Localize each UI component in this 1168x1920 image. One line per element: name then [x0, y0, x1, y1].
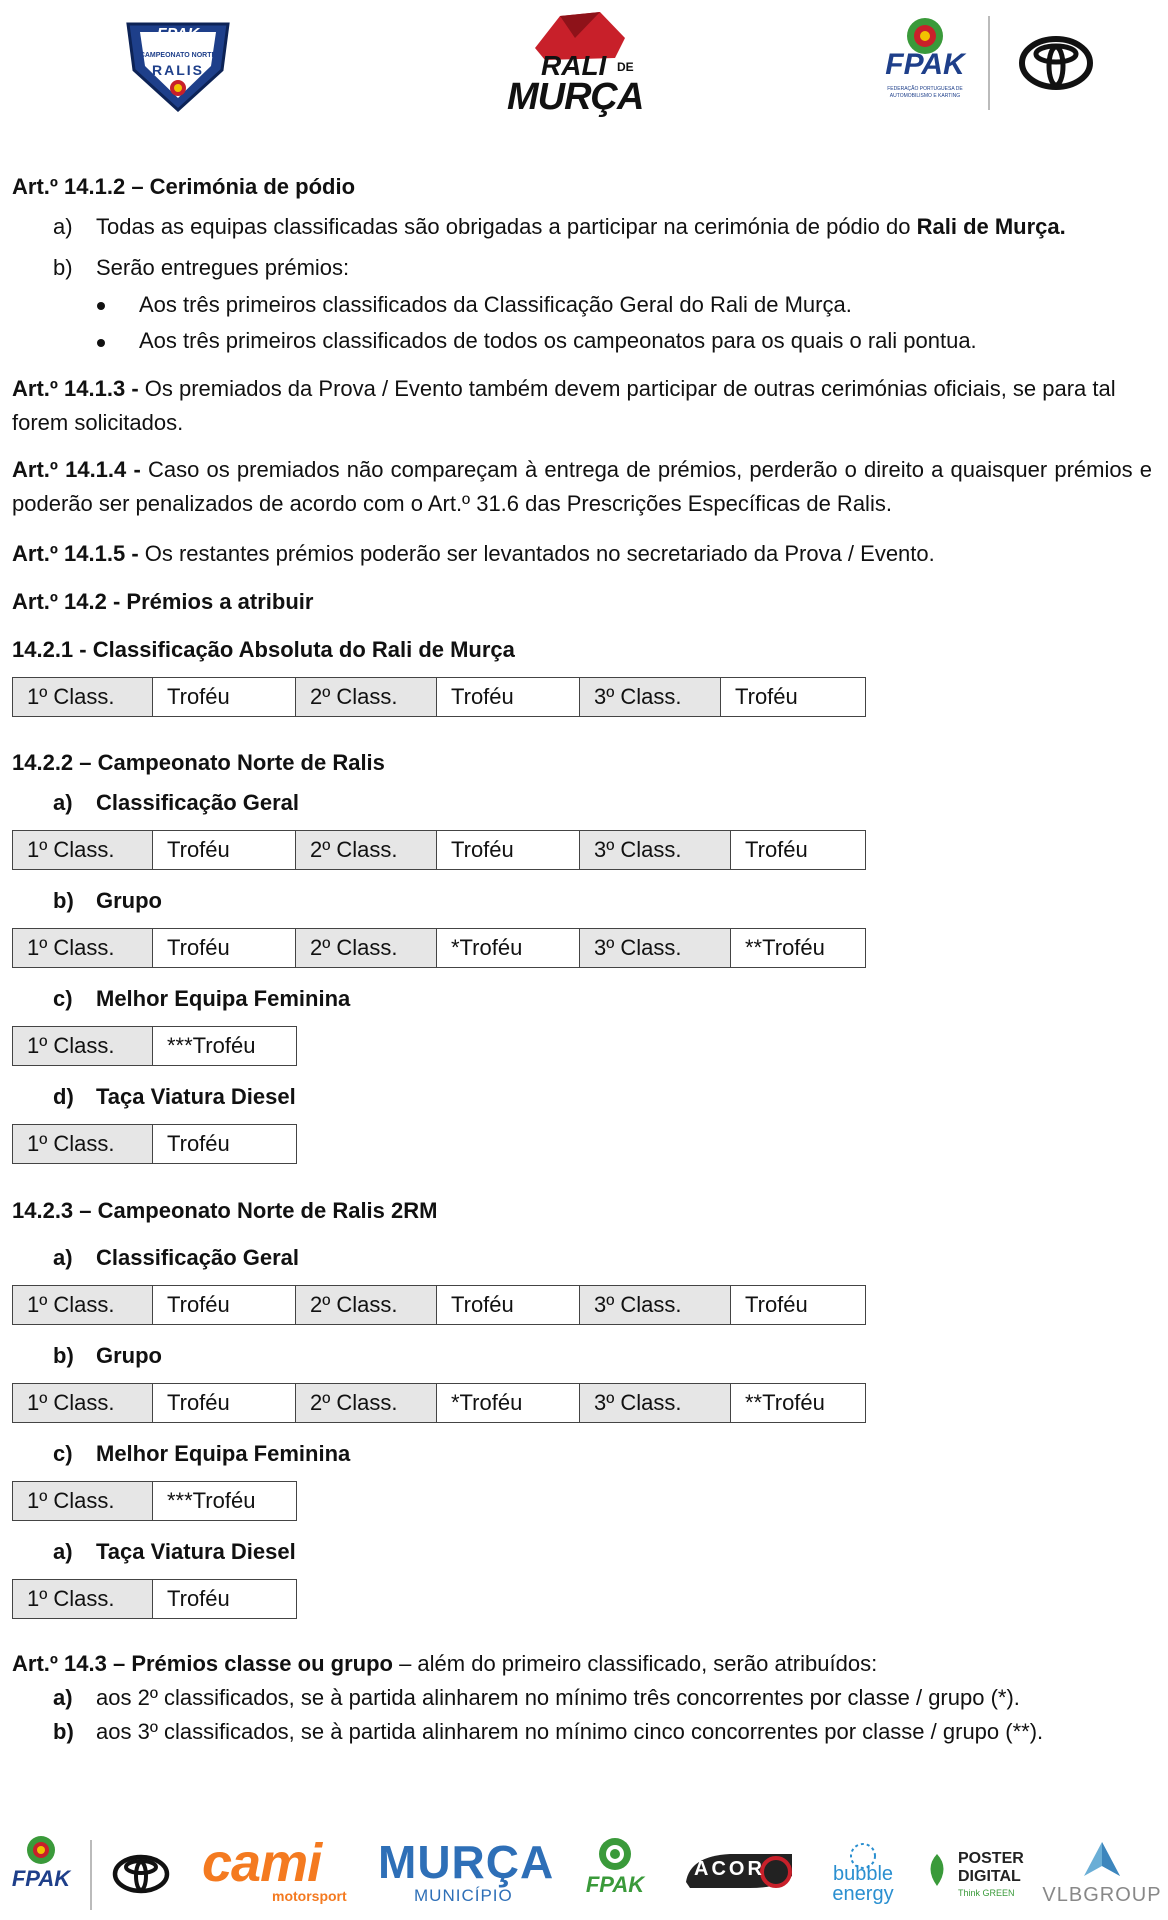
footer-murca-sub: MUNICÍPIO: [414, 1886, 513, 1905]
table-cell-value: Troféu: [436, 831, 579, 869]
art-14-1-4-text: Caso os premiados não compareçam à entrega de prémios, perderão o direito a quaisquer prémios e poderão ser penalizados de acordo com o Art.º 31.6 das Prescrições Específicas de Ralis.: [12, 457, 1153, 516]
art-14-3-b-marker: b): [53, 1719, 74, 1744]
table-cell-label: 2º Class.: [295, 678, 436, 716]
footer-fpak2-text: FPAK: [585, 1872, 645, 1897]
sub-d-marker: a): [53, 1539, 73, 1564]
art-14-1-3-paragraph: [12, 372, 1158, 440]
footer-logo-fpak-green: [580, 1834, 650, 1910]
table-cell-label: 3º Class.: [579, 1286, 730, 1324]
table-cell-label: 1º Class.: [13, 1384, 152, 1422]
table-cell-label: 1º Class.: [13, 1286, 152, 1324]
header-logo-fpak: [870, 12, 980, 112]
table-cell-value: Troféu: [152, 1125, 295, 1163]
table-cell-value: Troféu: [152, 1580, 295, 1618]
art-14-3-heading: [12, 1647, 877, 1681]
sub-b-marker: b): [53, 1343, 74, 1368]
footer-logo-cami: [202, 1833, 347, 1908]
table-cell-value: ***Troféu: [152, 1027, 295, 1065]
section-14-2-1-title: 14.2.1 - Classificação Absoluta do Rali de Murça: [12, 637, 515, 662]
table-cell-value: Troféu: [436, 678, 579, 716]
table-cell-label: 1º Class.: [13, 678, 152, 716]
art-14-3-text: – além do primeiro classificado, serão atribuídos:: [392, 1651, 878, 1676]
table-cell-label: 3º Class.: [579, 1384, 730, 1422]
logo-text-murca: MURÇA: [507, 76, 644, 118]
bullet-dot: [97, 339, 105, 347]
table-cell-label: 3º Class.: [579, 929, 730, 967]
award-table: [12, 830, 866, 870]
art-14-1-2-title: Art.º 14.1.2 – Cerimónia de pódio: [12, 174, 356, 199]
table-cell-value: Troféu: [152, 831, 295, 869]
header-logo-fpak-norte: [118, 12, 238, 112]
sub-a-marker: a): [53, 1245, 73, 1270]
table-cell-value: *Troféu: [436, 929, 579, 967]
award-table: [12, 1124, 297, 1164]
table-cell-label: 2º Class.: [295, 1286, 436, 1324]
table-cell-label: 3º Class.: [579, 831, 730, 869]
table-cell-value: Troféu: [152, 929, 295, 967]
art-14-1-2-b-text: Serão entregues prémios:: [96, 255, 350, 280]
table-cell-label: 2º Class.: [295, 1384, 436, 1422]
table-cell-label: 1º Class.: [13, 1125, 152, 1163]
logo-text-campeonato: CAMPEONATO NORTE: [139, 52, 217, 59]
table-cell-label: 1º Class.: [13, 1027, 152, 1065]
art-14-1-5-paragraph: [12, 537, 935, 571]
logo-text-ralis: RALIS: [152, 62, 204, 78]
art-14-1-2-a-marker: a): [53, 214, 73, 239]
table-cell-value: Troféu: [730, 1286, 864, 1324]
art-14-1-5-text: Os restantes prémios poderão ser levantados no secretariado da Prova / Evento.: [138, 541, 935, 566]
footer-cami-sub: motorsport: [272, 1888, 347, 1904]
footer-cami-text: cami: [202, 1833, 322, 1893]
art-14-1-2-a-body: Todas as equipas classificadas são obrigadas a participar na cerimónia de pódio do: [96, 214, 917, 239]
art-14-3-a-marker: a): [53, 1685, 73, 1710]
bullet-item: Aos três primeiros classificados de todos os campeonatos para os quais o rali pontua.: [139, 328, 977, 353]
sub-d-title: Taça Viatura Diesel: [96, 1084, 296, 1109]
header-logo-rali-murca: [505, 8, 655, 118]
table-cell-value: Troféu: [730, 831, 864, 869]
art-14-1-4-paragraph: [12, 453, 1152, 521]
footer-murca-text: MURÇA: [378, 1836, 555, 1888]
footer-divider: [90, 1840, 92, 1910]
footer-thinkgreen-text: Think GREEN: [958, 1888, 1015, 1898]
sub-b-marker: b): [53, 888, 74, 913]
sub-b-title: Grupo: [96, 888, 162, 913]
sub-a-marker: a): [53, 790, 73, 815]
art-14-3-title: Art.º 14.3 – Prémios classe ou grupo: [12, 1651, 393, 1676]
logo-text-fpak-main: FPAK: [885, 48, 965, 81]
art-14-1-2-b-marker: b): [53, 255, 73, 280]
sub-c-marker: c): [53, 1441, 73, 1466]
sub-a-title: Classificação Geral: [96, 1245, 300, 1270]
art-14-1-4-label: Art.º 14.1.4 -: [12, 457, 141, 482]
bullet-dot: [97, 302, 105, 310]
sub-d-title: Taça Viatura Diesel: [96, 1539, 296, 1564]
footer-poster-text: POSTER: [958, 1850, 1024, 1867]
table-cell-label: 1º Class.: [13, 1482, 152, 1520]
footer-logo-vlb: [1040, 1838, 1164, 1910]
table-cell-label: 2º Class.: [295, 929, 436, 967]
footer-logo-bubble: [828, 1840, 898, 1910]
logo-text-de: DE: [617, 60, 634, 74]
table-cell-label: 3º Class.: [579, 678, 720, 716]
footer-logo-murca: [378, 1836, 555, 1908]
award-table: [12, 1285, 866, 1325]
table-cell-value: Troféu: [720, 678, 864, 716]
art-14-3-b-text: aos 3º classificados, se à partida alinharem no mínimo cinco concorrentes por classe / grupo (**).: [96, 1719, 1044, 1744]
sub-c-marker: c): [53, 986, 73, 1011]
table-cell-label: 1º Class.: [13, 831, 152, 869]
table-cell-value: **Troféu: [730, 1384, 864, 1422]
award-table: [12, 1481, 297, 1521]
footer-vlb-text: VLBGROUP: [1042, 1884, 1162, 1906]
art-14-1-3-text: Os premiados da Prova / Evento também devem participar de outras cerimónias oficiais, se para tal forem solicitados.: [12, 376, 1116, 435]
award-table: [12, 928, 866, 968]
table-cell-label: 2º Class.: [295, 831, 436, 869]
logo-text-rali: RALI: [541, 50, 607, 81]
footer-acor-text: ACOR: [694, 1858, 765, 1880]
footer-logo-fpak: [8, 1832, 74, 1912]
sub-b-title: Grupo: [96, 1343, 162, 1368]
table-cell-value: Troféu: [152, 1384, 295, 1422]
art-14-1-3-label: Art.º 14.1.3 -: [12, 376, 139, 401]
sub-d-marker: d): [53, 1084, 74, 1109]
logo-text-fpak: FPAK: [156, 26, 200, 43]
art-14-3-a-text: aos 2º classificados, se à partida alinharem no mínimo três concorrentes por classe / grupo (*).: [96, 1685, 1020, 1710]
sub-a-title: Classificação Geral: [96, 790, 300, 815]
footer-bubble-text: bubble: [832, 1863, 894, 1885]
footer-logo-poster-digital: [922, 1850, 1022, 1906]
award-table: [12, 677, 866, 717]
footer-digital-text: DIGITAL: [958, 1868, 1021, 1885]
art-14-2-title: Art.º 14.2 - Prémios a atribuir: [12, 589, 314, 614]
table-cell-value: Troféu: [152, 678, 295, 716]
award-table: [12, 1579, 297, 1619]
footer-logo-acor: [680, 1846, 798, 1896]
art-14-1-2-a-bold: Rali de Murça.: [916, 214, 1066, 239]
award-table: [12, 1383, 866, 1423]
section-14-2-3-title: 14.2.3 – Campeonato Norte de Ralis 2RM: [12, 1198, 438, 1223]
table-cell-value: **Troféu: [730, 929, 864, 967]
table-cell-value: ***Troféu: [152, 1482, 295, 1520]
art-14-1-2-a-text: [96, 210, 1066, 244]
sub-c-title: Melhor Equipa Feminina: [96, 986, 351, 1011]
art-14-1-5-label: Art.º 14.1.5 -: [12, 541, 139, 566]
footer-energy-text: energy: [832, 1883, 894, 1905]
table-cell-value: Troféu: [436, 1286, 579, 1324]
section-14-2-2-title: 14.2.2 – Campeonato Norte de Ralis: [12, 750, 385, 775]
header-divider: [988, 16, 990, 110]
award-table: [12, 1026, 297, 1066]
bullet-item: Aos três primeiros classificados da Classificação Geral do Rali de Murça.: [139, 292, 852, 317]
table-cell-label: 1º Class.: [13, 929, 152, 967]
footer-fpak-text: FPAK: [11, 1866, 71, 1891]
table-cell-label: 1º Class.: [13, 1580, 152, 1618]
footer-toyota-icon: [112, 1854, 170, 1894]
table-cell-value: *Troféu: [436, 1384, 579, 1422]
toyota-icon: [1018, 36, 1094, 90]
table-cell-value: Troféu: [152, 1286, 295, 1324]
sub-c-title: Melhor Equipa Feminina: [96, 1441, 351, 1466]
logo-text-federacao: FEDERAÇÃO PORTUGUESA DE AUTOMOBILISMO E KARTING: [887, 86, 963, 99]
